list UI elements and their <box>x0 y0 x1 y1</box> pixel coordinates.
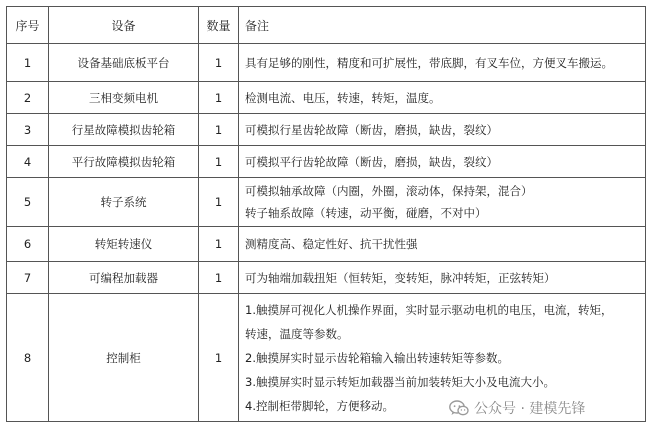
row-no: 5 <box>7 178 49 227</box>
note-line: 1.触摸屏可视化人机操作界面，实时显示驱动电机的电压，电流，转矩， <box>245 302 613 317</box>
row-qty: 1 <box>199 82 239 114</box>
watermark-text: 公众号 · 建模先锋 <box>474 401 586 417</box>
header-no: 序号 <box>7 7 49 44</box>
note-line: 可为轴端加载扭矩（恒转矩，变转矩，脉冲转矩，正弦转矩） <box>245 270 556 285</box>
row-note <box>239 44 646 82</box>
note-line: 2.触摸屏实时显示齿轮箱输入输出转速转矩等参数。 <box>245 350 509 365</box>
row-no: 2 <box>7 82 49 114</box>
row-qty: 1 <box>199 178 239 227</box>
table-row <box>7 44 646 82</box>
row-no: 4 <box>7 146 49 178</box>
row-qty: 1 <box>199 227 239 262</box>
row-qty: 1 <box>199 44 239 82</box>
note-line: 可模拟轴承故障（内圈，外圈，滚动体，保持架，混合） <box>245 184 533 198</box>
row-device: 三相变频电机 <box>49 82 199 114</box>
row-qty: 1 <box>199 294 239 422</box>
equipment-spec-table <box>6 6 646 422</box>
watermark <box>449 398 585 418</box>
row-device: 转矩转速仪 <box>49 227 199 262</box>
row-no: 6 <box>7 227 49 262</box>
row-device: 可编程加载器 <box>49 262 199 294</box>
row-note <box>239 262 646 294</box>
note-line: 可模拟平行齿轮故障（断齿，磨损，缺齿，裂纹） <box>245 154 498 169</box>
note-line: 3.触摸屏实时显示转矩加载器当前加装转矩大小及电流大小。 <box>245 374 555 389</box>
row-no: 7 <box>7 262 49 294</box>
row-note <box>239 114 646 146</box>
header-device: 设备 <box>49 7 199 44</box>
note-line: 转子轴系故障（转速，动平衡，碰磨，不对中） <box>245 206 487 220</box>
note-line: 检测电流、电压，转速，转矩，温度。 <box>245 90 441 105</box>
row-note <box>239 82 646 114</box>
table-row <box>7 178 646 227</box>
table-header-row <box>7 7 646 44</box>
row-device: 平行故障模拟齿轮箱 <box>49 146 199 178</box>
note-line: 可模拟行星齿轮故障（断齿，磨损，缺齿，裂纹） <box>245 122 498 137</box>
row-no: 1 <box>7 44 49 82</box>
row-device: 行星故障模拟齿轮箱 <box>49 114 199 146</box>
table-row <box>7 146 646 178</box>
table-row <box>7 114 646 146</box>
wechat-icon <box>449 400 469 417</box>
row-device: 转子系统 <box>49 178 199 227</box>
row-note <box>239 146 646 178</box>
header-qty: 数量 <box>199 7 239 44</box>
row-note <box>239 178 646 227</box>
row-qty: 1 <box>199 146 239 178</box>
row-qty: 1 <box>199 262 239 294</box>
row-device: 设备基础底板平台 <box>49 44 199 82</box>
row-device: 控制柜 <box>49 294 199 422</box>
header-note: 备注 <box>239 7 646 44</box>
table-row <box>7 262 646 294</box>
table-row <box>7 82 646 114</box>
table-row <box>7 227 646 262</box>
note-line: 转速，温度等参数。 <box>245 326 349 341</box>
row-no: 8 <box>7 294 49 422</box>
note-line: 测精度高、稳定性好、抗干扰性强 <box>245 237 418 251</box>
row-qty: 1 <box>199 114 239 146</box>
note-line: 4.控制柜带脚轮，方便移动。 <box>245 398 394 413</box>
row-no: 3 <box>7 114 49 146</box>
row-note <box>239 227 646 262</box>
note-line: 具有足够的刚性，精度和可扩展性，带底脚，有叉车位，方便叉车搬运。 <box>245 55 613 70</box>
